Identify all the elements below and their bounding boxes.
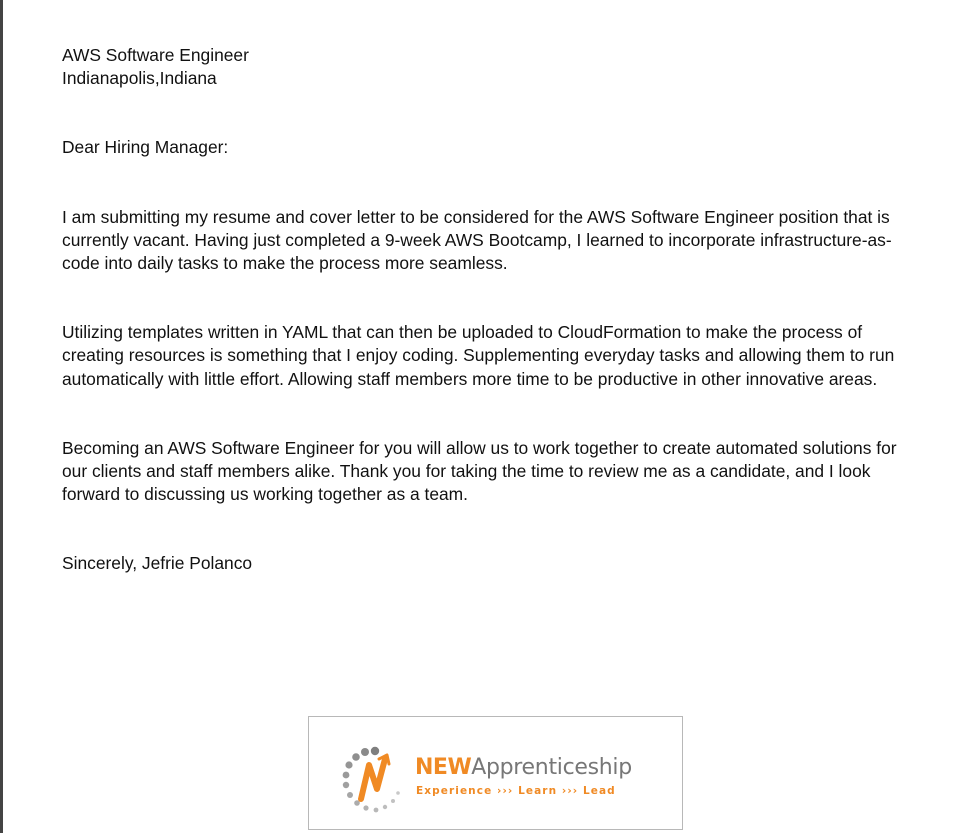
paragraph-3 (62, 437, 922, 507)
company-logo (308, 716, 683, 830)
paragraph-line: automatically with little effort. Allowing staff members more time to be productive in other innovative areas. (62, 368, 878, 389)
paragraph-1 (62, 206, 922, 276)
logo-word-apprenticeship: Apprenticeship (471, 755, 632, 780)
paragraph-line: I am submitting my resume and cover letter to be considered for the AWS Software Engineer position that is (62, 206, 890, 227)
logo-word-new: NEW (415, 755, 472, 780)
letter-header (62, 44, 922, 90)
paragraph-2 (62, 321, 922, 391)
logo-tagline: Experience ››› Learn ››› Lead (416, 785, 616, 797)
paragraph-line: currently vacant. Having just completed a 9-week AWS Bootcamp, I learned to incorporate infrastructure-as- (62, 229, 892, 250)
location: Indianapolis,Indiana (62, 68, 217, 89)
document-left-border (0, 0, 3, 833)
paragraph-line: Becoming an AWS Software Engineer for you will allow us to work together to create automated solutions for (62, 437, 897, 458)
paragraph-line: Utilizing templates written in YAML that can then be uploaded to CloudFormation to make the process of (62, 322, 863, 343)
paragraph-line: code into daily tasks to make the process more seamless. (62, 253, 508, 274)
new-apprenticeship-logo-icon (341, 743, 407, 815)
cover-letter (62, 44, 922, 576)
logo-wordmark (415, 755, 632, 780)
position-title: AWS Software Engineer (62, 45, 249, 65)
paragraph-line: our clients and staff members alike. Thank you for taking the time to review me as a candidate, and I look (62, 461, 871, 482)
paragraph-line: creating resources is something that I enjoy coding. Supplementing everyday tasks and allowing them to run (62, 345, 895, 366)
salutation: Dear Hiring Manager: (62, 137, 229, 158)
signoff: Sincerely, Jefrie Polanco (62, 553, 253, 574)
paragraph-line: forward to discussing us working together as a team. (62, 484, 468, 505)
